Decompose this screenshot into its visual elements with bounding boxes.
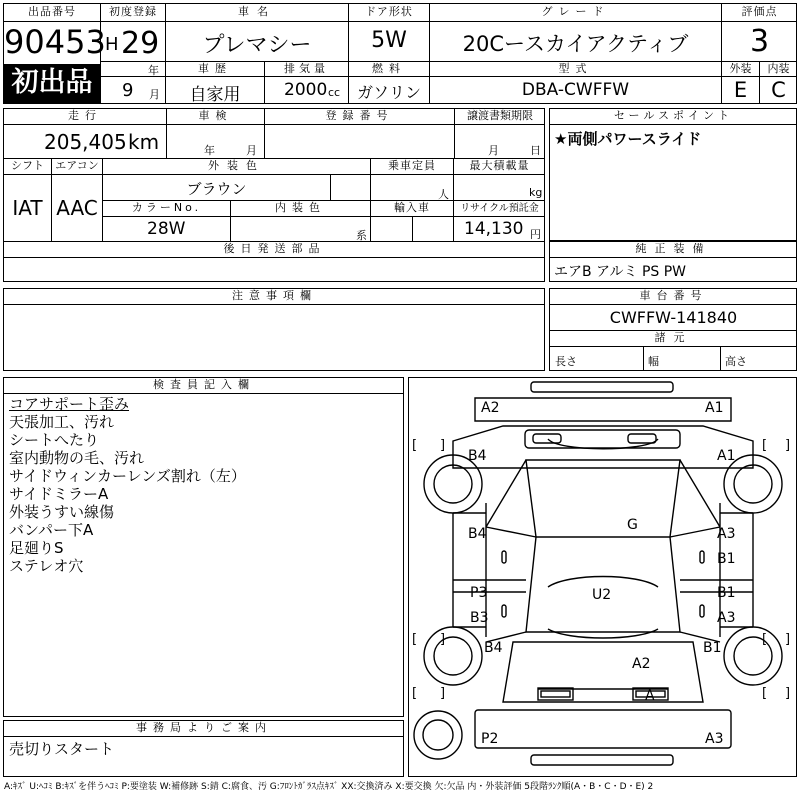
ac: AAC <box>56 196 98 220</box>
mark-roof: U2 <box>592 587 612 603</box>
lot-number: 90453 <box>4 23 106 61</box>
inspector-line: サイドウィンカーレンズ割れ（左） <box>9 467 246 485</box>
length-label: 長さ <box>555 355 577 368</box>
inspection-month-unit: 月 <box>246 144 257 157</box>
office-text: 売切りスタート <box>9 740 115 758</box>
inspector-line: ステレオ穴 <box>9 557 84 575</box>
divider <box>549 257 797 258</box>
interior-grade: C <box>771 78 786 102</box>
chassis-label: 車台番号 <box>639 289 708 302</box>
mark-rear-bottom-left: P2 <box>481 731 499 747</box>
mark-fender-left: B4 <box>468 448 487 464</box>
history: 自家用 <box>189 85 241 105</box>
inspector-label: 検査員記入欄 <box>153 378 255 391</box>
fuel-label: 燃料 <box>372 62 406 75</box>
divider <box>3 304 545 305</box>
divider <box>549 346 797 347</box>
reg-month: 9 <box>122 80 134 101</box>
max-load-unit: kg <box>529 186 543 199</box>
car-diagram <box>408 377 797 777</box>
lot-number-label: 出品番号 <box>28 5 76 18</box>
divider <box>3 257 545 258</box>
color-no-label: カラーNo. <box>131 201 202 214</box>
divider <box>720 346 721 371</box>
interior-grade-label: 内装 <box>767 62 790 75</box>
car-name-label: 車名 <box>238 5 276 18</box>
shift: IAT <box>12 196 43 220</box>
height-label: 高さ <box>725 355 747 368</box>
grade: 20Cースカイアクティブ <box>462 32 689 56</box>
mark-front-bumper-right: A1 <box>705 400 724 416</box>
reg-year-unit: 年 <box>148 64 159 77</box>
mileage-label: 走行 <box>68 109 102 122</box>
sales-point-text: ★両側パワースライド <box>554 130 702 148</box>
transfer-label: 譲渡書類期限 <box>467 109 533 122</box>
mark-quarter-right: B1 <box>703 640 722 656</box>
divider <box>102 216 545 217</box>
mark-rear-door-left: P3 <box>470 585 488 601</box>
recycle-fee: 14,130 <box>464 219 524 239</box>
color-no: 28W <box>147 219 186 239</box>
bracket-close: ] <box>440 632 446 647</box>
displacement-label: 排気量 <box>284 62 329 75</box>
shift-label: シフト <box>11 159 44 172</box>
divider <box>549 304 797 305</box>
bracket-open: [ <box>762 686 768 701</box>
dims-label: 諸元 <box>654 331 693 344</box>
mark-front-door-left: B4 <box>468 526 487 542</box>
inspector-notes <box>9 395 246 575</box>
bracket-open: [ <box>412 632 418 647</box>
divider <box>643 346 644 371</box>
legend-text: A:ｷｽﾞ U:ﾍｺﾐ B:ｷｽﾞを伴うﾍｺﾐ P:要塗装 W:補修跡 S:錆 C:腐食、汚 G:ﾌﾛﾝﾄｶﾞﾗｽ点ｷｽﾞ XX:交換済み X:要交換 欠:欠品 内・外装評価 5段階ﾗﾝｸ順(A・B・C・D・E) 2 <box>4 782 654 792</box>
car-name: プレマシー <box>202 33 312 58</box>
transfer-day-unit: 日 <box>530 144 541 157</box>
interior-color-label: 内装色 <box>275 201 326 214</box>
inspector-line: 足廻りS <box>9 539 64 557</box>
ac-label: エアコン <box>55 159 99 172</box>
model-label: 型式 <box>558 62 593 75</box>
divider <box>330 174 331 200</box>
first-reg-label: 初度登録 <box>109 5 157 18</box>
score: 3 <box>749 24 770 59</box>
divider <box>3 174 545 175</box>
bracket-close: ] <box>785 438 791 453</box>
mark-hood: G <box>627 517 638 533</box>
divider <box>721 21 797 22</box>
office-label: 事務局よりご案内 <box>136 721 272 734</box>
mark-front-door-right-2: B1 <box>717 551 736 567</box>
reg-year: 29 <box>121 26 160 61</box>
divider <box>412 216 413 241</box>
recycle-label: リサイクル預託金 <box>460 203 539 214</box>
sales-point-label: セールスポイント <box>613 109 733 122</box>
mark-rear-door-right-2: A3 <box>717 610 736 626</box>
grade-label: グレード <box>541 5 610 18</box>
divider <box>3 736 404 737</box>
mark-rear-glass: A2 <box>632 656 651 672</box>
displacement: 2000 <box>284 80 328 100</box>
inspection-year-unit: 年 <box>204 144 215 157</box>
mark-rear-bottom-right: A3 <box>705 731 724 747</box>
model: DBA-CWFFW <box>521 80 630 100</box>
transfer-month-unit: 月 <box>488 144 499 157</box>
max-load-label: 最大積載量 <box>469 159 530 172</box>
exterior-color-label: 外装色 <box>208 159 265 172</box>
divider <box>549 124 797 125</box>
bracket-open: [ <box>412 438 418 453</box>
capacity-label: 乗車定員 <box>388 159 436 172</box>
inspector-line: バンパー下A <box>9 521 94 539</box>
mark-rear-bumper: A <box>645 688 655 704</box>
reg-month-unit: 月 <box>149 88 160 101</box>
bracket-open: [ <box>412 686 418 701</box>
mark-front-bumper-left: A2 <box>481 400 500 416</box>
bracket-close: ] <box>440 438 446 453</box>
mark-fender-right: A1 <box>717 448 736 464</box>
inspection-label: 車検 <box>198 109 233 122</box>
inspector-line: シートへたり <box>9 431 100 449</box>
notes-label: 注意事項欄 <box>232 289 317 302</box>
mileage: 205,405 <box>44 130 127 154</box>
bracket-close: ] <box>440 686 446 701</box>
parts-label: 後日発送部品 <box>223 242 326 255</box>
door-label: ドア形状 <box>365 5 413 18</box>
equipment-label: 純正装備 <box>635 242 712 255</box>
divider <box>3 124 545 125</box>
displacement-unit: cc <box>328 86 341 99</box>
plate-label: 登録番号 <box>325 109 394 122</box>
width-label: 幅 <box>648 355 659 368</box>
history-label: 車歴 <box>198 62 232 75</box>
exterior-color: ブラウン <box>186 180 247 198</box>
recycle-unit: 円 <box>530 228 541 241</box>
score-label: 評価点 <box>741 5 778 18</box>
import-label: 輸入車 <box>394 201 430 214</box>
reg-era: H <box>105 34 119 55</box>
first-listing-text: 初出品 <box>11 67 93 98</box>
inspector-line: コアサポート歪み <box>9 395 130 413</box>
mark-front-door-right: A3 <box>717 526 736 542</box>
exterior-grade-label: 外装 <box>729 62 752 75</box>
chassis-number: CWFFW-141840 <box>609 308 738 327</box>
interior-color-unit: 系 <box>356 229 367 242</box>
divider <box>101 21 721 22</box>
mark-rear-door-left-2: B3 <box>470 610 489 626</box>
bracket-close: ] <box>785 632 791 647</box>
door-type: 5W <box>371 28 407 53</box>
equipment-text: エアB アルミ PS PW <box>554 264 687 280</box>
mark-rear-door-right: B1 <box>717 585 736 601</box>
divider <box>3 393 404 394</box>
exterior-grade: E <box>733 78 748 102</box>
fuel: ガソリン <box>356 83 421 102</box>
inspector-line: 室内動物の毛、汚れ <box>9 449 145 467</box>
divider <box>101 76 797 77</box>
bracket-close: ] <box>785 686 791 701</box>
capacity-unit: 人 <box>438 188 449 201</box>
bracket-open: [ <box>762 438 768 453</box>
bracket-open: [ <box>762 632 768 647</box>
mileage-unit: km <box>128 130 160 154</box>
mark-quarter-left: B4 <box>484 640 503 656</box>
inspector-line: サイドミラーA <box>9 485 109 503</box>
inspector-line: 外装うすい線傷 <box>9 503 115 521</box>
inspector-line: 天張加工、汚れ <box>9 413 115 431</box>
